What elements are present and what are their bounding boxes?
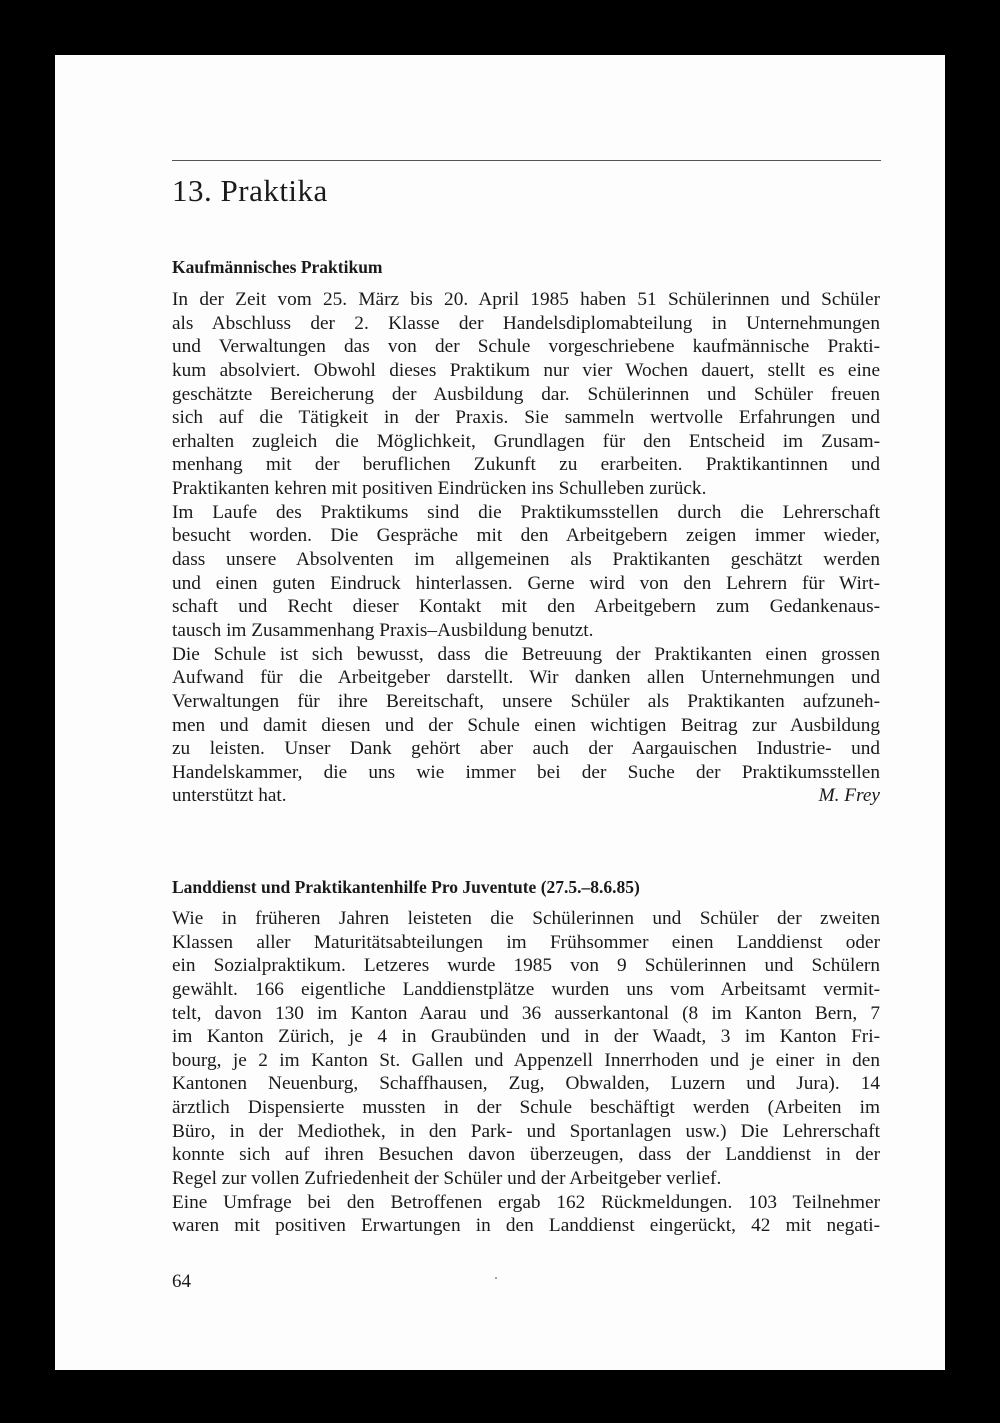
text-line: und einen guten Eindruck hinterlassen. Gerne wird von den Lehrern für Wirt- (172, 572, 880, 594)
section-heading: Landdienst und Praktikantenhilfe Pro Juventute (27.5.–8.6.85) (172, 877, 640, 897)
text-line: Handelskammer, die uns wie immer bei der Suche der Praktikumsstellen (172, 761, 880, 783)
text-line: ärztlich Dispensierte mussten in der Schule beschäftigt werden (Arbeiten im (172, 1097, 880, 1119)
text-line: als Abschluss der 2. Klasse der Handelsdiplomabteilung in Unternehmungen (172, 312, 880, 334)
text-line: Klassen aller Maturitätsabteilungen im Frühsommer einen Landdienst oder (172, 931, 880, 953)
text-line: konnte sich auf ihren Besuchen davon überzeugen, dass der Landdienst in der (172, 1144, 880, 1166)
text-line: men und damit diesen und der Schule einen wichtigen Beitrag zur Ausbildung (172, 714, 880, 736)
text-line: Die Schule ist sich bewusst, dass die Betreuung der Praktikanten einen grossen (172, 643, 880, 665)
text-line (172, 784, 880, 808)
text-line: sich auf die Tätigkeit in der Praxis. Sie sammeln wertvolle Erfahrungen und (172, 407, 880, 429)
text-line: Praktikanten kehren mit positiven Eindrücken ins Schulleben zurück. (172, 478, 707, 500)
text-line: menhang mit der beruflichen Zukunft zu erarbeiten. Praktikantinnen und (172, 454, 880, 476)
text-line: zu leisten. Unser Dank gehört aber auch der Aargauischen Industrie- und (172, 738, 880, 760)
text-line-content: unterstützt hat. (172, 785, 287, 807)
text-line: geschätzte Bereicherung der Ausbildung dar. Schülerinnen und Schüler freuen (172, 383, 880, 405)
text-line: schaft und Recht dieser Kontakt mit den Arbeitgebern zum Gedankenaus- (172, 596, 880, 618)
text-line: Eine Umfrage bei den Betroffenen ergab 162 Rückmeldungen. 103 Teilnehmer (172, 1191, 880, 1213)
section-body (172, 288, 880, 808)
text-line: erhalten zugleich die Möglichkeit, Grundlagen für den Entscheid im Zusam- (172, 430, 880, 452)
section-body (172, 907, 880, 1238)
author-signature: M. Frey (818, 785, 880, 807)
text-line: besucht worden. Die Gespräche mit den Arbeitgebern zeigen immer wieder, (172, 525, 880, 547)
scan-speck (495, 1277, 497, 1279)
chapter-rule (172, 160, 881, 161)
section-heading: Kaufmännisches Praktikum (172, 257, 383, 277)
document-page (55, 55, 945, 1370)
text-line: bourg, je 2 im Kanton St. Gallen und Appenzell Innerrhoden und je einer in den (172, 1049, 880, 1071)
text-line: dass unsere Absolventen im allgemeinen als Praktikanten geschätzt werden (172, 549, 880, 571)
text-line: tausch im Zusammenhang Praxis–Ausbildung benutzt. (172, 619, 594, 641)
text-line: Regel zur vollen Zufriedenheit der Schüler und der Arbeitgeber verlief. (172, 1168, 722, 1190)
text-line: kum absolviert. Obwohl dieses Praktikum nur vier Wochen dauert, stellt es eine (172, 359, 880, 381)
text-line: Im Laufe des Praktikums sind die Praktikumsstellen durch die Lehrerschaft (172, 501, 880, 523)
text-line: Kantonen Neuenburg, Schaffhausen, Zug, Obwalden, Luzern und Jura). 14 (172, 1073, 880, 1095)
chapter-title: 13. Praktika (172, 173, 328, 208)
text-line: Wie in früheren Jahren leisteten die Schülerinnen und Schüler der zweiten (172, 908, 880, 929)
text-line: In der Zeit vom 25. März bis 20. April 1985 haben 51 Schülerinnen und Schüler (172, 289, 880, 310)
text-line: telt, davon 130 im Kanton Aarau und 36 ausserkantonal (8 im Kanton Bern, 7 (172, 1002, 880, 1024)
text-line: waren mit positiven Erwartungen in den Landdienst eingerückt, 42 mit negati- (172, 1215, 880, 1237)
text-line: gewählt. 166 eigentliche Landdienstplätze wurden uns vom Arbeitsamt vermit- (172, 978, 880, 1000)
text-line: Verwaltungen für ihre Bereitschaft, unsere Schüler als Praktikanten aufzuneh- (172, 690, 880, 712)
page-number: 64 (172, 1271, 191, 1292)
text-line: Büro, in der Mediothek, in den Park- und Sportanlagen usw.) Die Lehrerschaft (172, 1120, 880, 1142)
text-line: Aufwand für die Arbeitgeber darstellt. Wir danken allen Unternehmungen und (172, 667, 880, 689)
text-line: und Verwaltungen das von der Schule vorgeschriebene kaufmännische Prakti- (172, 336, 880, 358)
text-line: ein Sozialpraktikum. Letzeres wurde 1985 von 9 Schülerinnen und Schülern (172, 955, 880, 977)
text-line: im Kanton Zürich, je 4 in Graubünden und in der Waadt, 3 im Kanton Fri- (172, 1026, 880, 1048)
